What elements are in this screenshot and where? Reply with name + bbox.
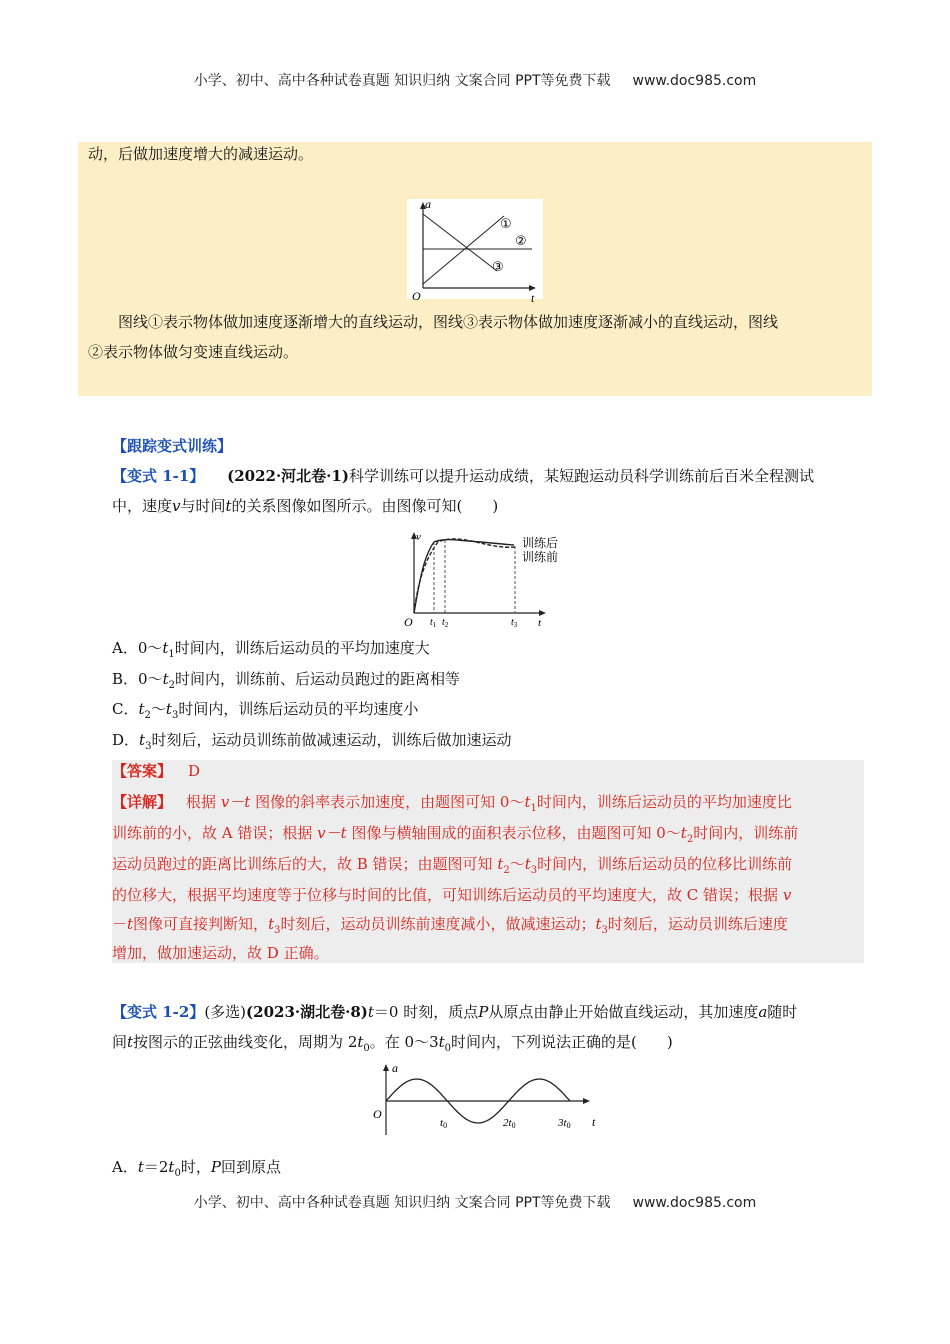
q1-option-a: A．$0\sim t_1$时间内，训练后运动员的平均加速度大 bbox=[112, 639, 430, 660]
q1-v: v bbox=[172, 497, 181, 515]
section-title: 【跟踪变式训练】 bbox=[112, 437, 233, 455]
detail-line4: 的位移大，根据平均速度等于位移与时间的比值，可知训练后运动员的平均速度大，故 C 错误；根据 v bbox=[112, 886, 792, 904]
curve-after bbox=[414, 540, 514, 613]
fig-axis-x: t bbox=[531, 291, 535, 304]
detail-line6: 增加，做加速运动，故 D 正确。 bbox=[112, 944, 329, 962]
tick-t3: $t_3$ bbox=[511, 617, 518, 629]
detail-line1: 【详解】 根据 v－t 图像的斜率表示加速度，由题图可知 $0\sim t_1$时间内，训练后运动员的平均加速度比 bbox=[112, 793, 792, 814]
v-axis-x: t bbox=[538, 617, 542, 629]
tick-t2: $t_2$ bbox=[442, 617, 449, 629]
sine-tick-2: 2t0 bbox=[503, 1117, 516, 1130]
detail-line3: 运动员跑过的距离比训练后的大，故 B 错误；由题图可知 $t_2\sim t_3$时间内，训练后运动员的位移比训练前 bbox=[112, 855, 793, 876]
sine-tick-3: 3t0 bbox=[558, 1117, 571, 1130]
q1-stem2a: 中，速度 bbox=[112, 497, 173, 515]
q1-line2 bbox=[112, 495, 498, 517]
sine-y-arrow bbox=[383, 1064, 389, 1071]
q2-option-a: A．$t=2t_0$时，P回到原点 bbox=[112, 1158, 281, 1179]
q1-option-c: C．$t_2\sim t_3$时间内，训练后运动员的平均速度小 bbox=[112, 700, 419, 721]
q2-line1: 【变式 1-2】(多选)(2023·湖北卷·8)t＝0 时刻，质点P从原点由静止开始做直线运动，其加速度a随时 bbox=[112, 1003, 798, 1021]
detail-line2: 训练前的小，故 A 错误；根据 v－t 图像与横轴围成的面积表示位移，由题图可知 $0\sim t_2$时间内，训练前 bbox=[112, 824, 799, 845]
header-site: www.doc985.com bbox=[632, 73, 757, 89]
v-origin: O bbox=[404, 615, 413, 629]
summary-line1: 动，后做加速度增大的减速运动。 bbox=[88, 145, 314, 163]
sine-x-arrow bbox=[583, 1098, 590, 1104]
fig-label-1: ① bbox=[500, 217, 512, 232]
q1-stem2c: 的关系图像如图所示。由图像可知( ) bbox=[231, 497, 499, 515]
sine-axis-x: t bbox=[592, 1115, 596, 1129]
q1-t: t bbox=[225, 497, 232, 515]
q2-source: (2023·湖北卷·8) bbox=[246, 1003, 368, 1021]
v-x-arrow bbox=[539, 610, 546, 616]
fig-label-3: ③ bbox=[492, 260, 504, 275]
a-sine-figure bbox=[368, 1060, 608, 1140]
legend-after: 训练后 bbox=[522, 536, 559, 550]
a-t-figure bbox=[404, 196, 546, 304]
footer-text: 小学、初中、高中各种试卷真题 知识归纳 文案合同 PPT等免费下载 bbox=[193, 1195, 611, 1211]
fig-axis-y: a bbox=[425, 197, 431, 211]
q2-multi: (多选) bbox=[204, 1003, 247, 1021]
legend-before: 训练前 bbox=[522, 550, 559, 564]
page-header bbox=[0, 70, 950, 90]
fig-label-2: ② bbox=[515, 234, 527, 249]
tick-t1: $t_1$ bbox=[430, 617, 437, 629]
footer-site: www.doc985.com bbox=[632, 1195, 757, 1211]
q1-stem1: 科学训练可以提升运动成绩，某短跑运动员科学训练前后百米全程测试 bbox=[348, 467, 814, 485]
v-axis-y: v bbox=[416, 531, 421, 543]
q1-answer: 【答案】 D bbox=[112, 762, 201, 780]
v-t-figure bbox=[402, 528, 572, 630]
q2-tag: 【变式 1-2】 bbox=[112, 1003, 205, 1021]
q1-option-d: D．$t_3$时刻后，运动员训练前做减速运动，训练后做加速运动 bbox=[112, 731, 512, 752]
q1-tag: 【变式 1-1】 bbox=[112, 467, 205, 485]
q1-line1 bbox=[112, 465, 814, 487]
header-text: 小学、初中、高中各种试卷真题 知识归纳 文案合同 PPT等免费下载 bbox=[193, 73, 611, 89]
q2-line2: 间t按图示的正弦曲线变化，周期为 $2t_0$。在 $0\sim 3t_0$时间内，下列说法正确的是( ) bbox=[112, 1033, 673, 1054]
summary-para1: 图线①表示物体做加速度逐渐增大的直线运动，图线③表示物体做加速度逐渐减小的直线运动，图线 bbox=[118, 313, 779, 331]
detail-line5: －t图像可直接判断知，$t_3$时刻后，运动员训练前速度减小，做减速运动；$t_3$时刻后，运动员训练后速度 bbox=[112, 915, 788, 936]
fig-origin: O bbox=[412, 289, 421, 303]
summary-para2: ②表示物体做匀变速直线运动。 bbox=[88, 343, 299, 361]
page-footer bbox=[0, 1192, 950, 1212]
q1-option-b: B．$0\sim t_2$时间内，训练前、后运动员跑过的距离相等 bbox=[112, 670, 460, 691]
sine-origin: O bbox=[373, 1107, 382, 1121]
sine-axis-y: a bbox=[392, 1061, 398, 1075]
q1-source: (2022·河北卷·1) bbox=[227, 467, 349, 485]
sine-tick-1: t0 bbox=[440, 1117, 448, 1130]
q1-stem2b: 与时间 bbox=[180, 497, 226, 515]
